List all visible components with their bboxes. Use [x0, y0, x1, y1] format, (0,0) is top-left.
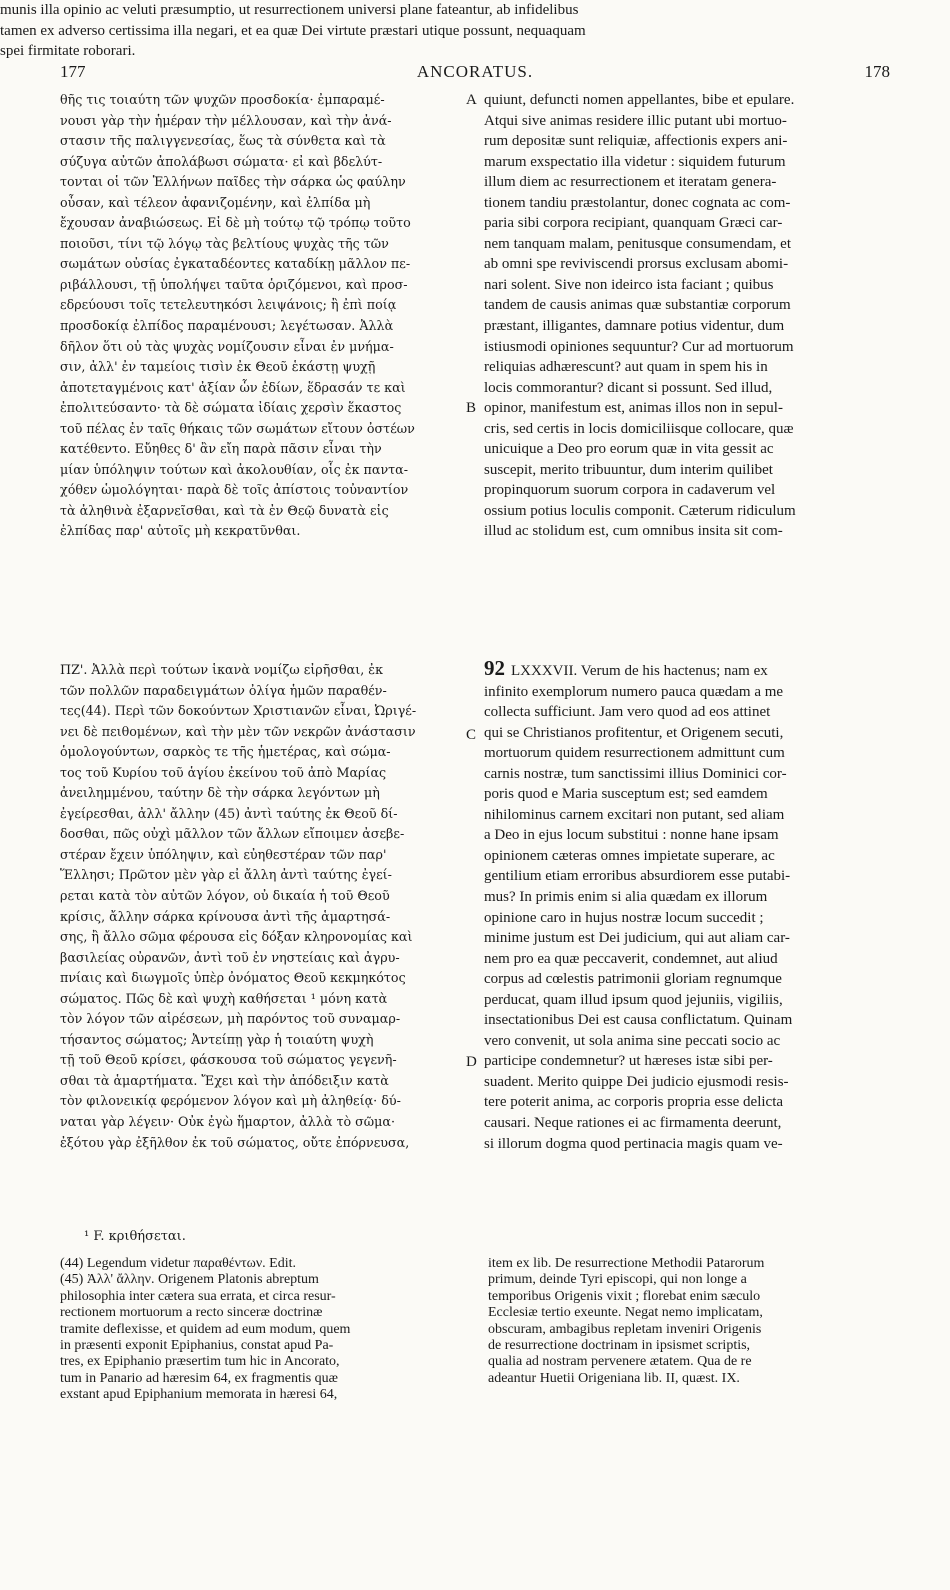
text-line: ποιοῦσι, τίνι τῷ λόγῳ τὰς βελτίους ψυχὰς τῆς τῶν — [60, 235, 389, 251]
text-line: (44) Legendum videtur παραθέντων. Edit. — [60, 1256, 296, 1271]
text-line: ossium potius loculis componit. Cæterum ridiculum — [484, 502, 796, 519]
text-line: cris, sed certis in locis domiciliisque collocare, quæ — [484, 420, 794, 437]
text-line: ab omni spe reviviscendi prorsus exclusam abomi- — [484, 256, 789, 273]
text-line: σύζυγα αὐτῶν ἀπολάβωσι σώματα· εἰ καὶ βδελύτ- — [60, 153, 383, 169]
text-line: σης, ἢ ἄλλο σῶμα φέρουσα εἰς δόξαν κληρονομίας καὶ — [60, 929, 413, 945]
text-line: opinionem cæteras omnes impietate superare, ac — [484, 847, 775, 864]
text-line: Ecclesiæ tertio exeunte. Negat nemo implicatam, — [488, 1305, 763, 1321]
text-line: mortuorum quidem resurrectionem admittunt cum — [484, 745, 785, 762]
latin-column-top — [484, 90, 892, 542]
text-line: temporibus Origenis vixit ; florebat enim sæculo — [488, 1288, 761, 1304]
greek-column-top — [60, 90, 460, 542]
text-line: μίαν ὑπόληψιν τούτων καὶ ἀκολουθίαν, οἷς ἐκ παντα- — [60, 461, 409, 477]
text-line: ριβάλλουσι, τῇ ὑπολήψει ταῦτα ὁριζόμενοι, καὶ προσ- — [60, 276, 408, 292]
text-line: στασιν τῆς παλιγγενεσίας, ἕως τὰ σύνθετα καὶ τὰ — [60, 133, 386, 149]
greek-column-bottom — [60, 660, 460, 1153]
running-header — [60, 62, 890, 86]
text-line: nem tanquam malam, penitusque consumendam, et — [484, 235, 792, 252]
text-line: gentilium etiam erroribus absurdiorem esse putabi- — [484, 868, 791, 885]
text-line: στέραν ἔχειν ὑπόληψιν, καὶ εὐηθεστέραν τῶν παρ' — [60, 846, 387, 862]
text-line: κατέθεντο. Εὔηθες δ' ἂν εἴη παρὰ πᾶσιν εἶναι τὴν — [60, 441, 382, 457]
text-line: a Deo in ejus locum substitui : nonne hane ipsam — [484, 827, 779, 844]
text-line: spei firmitate roborari. — [0, 43, 136, 60]
text-line: præstant, illigantes, damnare potius videntur, dum — [484, 318, 785, 335]
text-line: οὖσαν, καὶ τέλεον ἀφανιζομένην, καὶ ἐλπίδα μὴ — [60, 194, 371, 210]
text-line: primum, deinde Tyri episcopi, qui non longe a — [488, 1272, 747, 1288]
text-line: de resurrectione doctrinam in ipsismet scriptis, — [488, 1338, 751, 1354]
text-line: tramite deflexisse, et quidem ad eum modum, quem — [60, 1321, 351, 1337]
text-line: quiunt, defuncti nomen appellantes, bibe et epulare. — [484, 92, 795, 108]
section-marker-c: C — [466, 727, 477, 743]
text-line: ἐλπίδας παρ' αὐτοῖς μὴ κεκρατῦνθαι. — [60, 523, 301, 539]
latin-full-width-text — [0, 0, 832, 62]
text-line: unicuique a Deo pro eorum quæ in vita gessit ac — [484, 441, 774, 458]
variant-footnote: ¹ F. κριθήσεται. — [84, 1229, 186, 1244]
text-line: participe condemnetur? ut hæreses istæ sibi per- — [484, 1053, 773, 1070]
text-line: σωμάτων οὐσίας ἐγκαταδέοντες καταδίκῃ μᾶλλον πε- — [60, 256, 411, 272]
text-line: si illorum dogma quod pertinacia magis quam ve- — [484, 1135, 783, 1152]
text-line: χόθεν ὡμολόγηται· παρὰ δὲ τοῖς ἀπίστοις τοὐναντίον — [60, 482, 409, 498]
text-line: ρεται κατὰ τὸν αὐτῶν λόγον, οὐ δικαία ἡ τοῦ Θεοῦ — [60, 888, 390, 904]
text-line: τὰ ἀληθινὰ ἐξαρνεῖσθαι, καὶ τὰ ἐν Θεῷ δυνατὰ εἰς — [60, 502, 389, 518]
text-line: τὸν φιλονεικίᾳ φερόμενον λόγον καὶ μὴ ἀληθείᾳ· δύ- — [60, 1093, 401, 1109]
text-line: εδρεύουσι τοῖς τετελευτηκόσι λειψάνοις; ἢ ἐπὶ ποίᾳ — [60, 297, 397, 313]
text-line: νει δὲ πειθομένων, καὶ τὴν μὲν τῶν νεκρῶν ἀνάστασιν — [60, 723, 416, 739]
text-line: rectionem mortuorum a recto sinceræ doctrinæ — [60, 1305, 323, 1321]
text-line: reliquias adhærescunt? aut quam in spem his in — [484, 359, 768, 376]
text-line: paria sibi corpora recipiant, quanquam Græci car- — [484, 215, 783, 232]
text-line: rum depositæ sunt reliquiæ, affectionis expers ani- — [484, 133, 788, 150]
text-line: nem pro ea quæ peccaverit, condemnet, aut aliud — [484, 950, 778, 967]
latin-column-bottom — [484, 658, 892, 1154]
text-line: tres, ex Epiphanio præsertim tum hic in Ancorato, — [60, 1354, 340, 1370]
text-line: ὁμολογούντων, σαρκὸς τε τῆς ἡμετέρας, καὶ σώμα- — [60, 744, 391, 760]
text-line: Ἕλλησι; Πρῶτον μὲν γὰρ εἰ ἄλλη ἀντὶ ταύτης ἐγεί- — [60, 867, 392, 883]
text-line: τῇ τοῦ Θεοῦ κρίσει, φάσκουσα τοῦ σώματος γεγενῆ- — [60, 1052, 397, 1068]
text-line: munis illa opinio ac veluti præsumptio, ut resurrectionem universi plane fateantur, ab infidelibus — [0, 2, 579, 18]
text-line: in præsenti exponit Epiphanius, constat apud Pa- — [60, 1338, 334, 1354]
text-line: locis commorantur? dicant si possunt. Sed illud, — [484, 379, 773, 396]
notes-left — [60, 1256, 470, 1404]
text-line: collecta sufficiunt. Jam vero quod ad eos attinet — [484, 704, 771, 721]
text-line: δῆλον ὅτι οὐ τὰς ψυχὰς νομίζουσιν εἶναι ἐν μνήμα- — [60, 338, 394, 354]
text-line: βασιλείας οὐρανῶν, ἀντὶ τοῦ ἐν νηστείαις καὶ ἀγρυ- — [60, 949, 400, 965]
text-line: tandem de causis animas quæ substantiæ corporum — [484, 297, 791, 314]
notes-right — [488, 1256, 892, 1387]
text-line: ἐξότου γὰρ ἐξῆλθον ἐκ τοῦ σώματος, οὔτε ἐπόρνευσα, — [60, 1134, 410, 1150]
text-line: τὸν λόγον τῶν αἱρέσεων, μὴ παρόντος τοῦ συναμαρ- — [60, 1011, 401, 1027]
text-line: νουσι γὰρ τὴν ἡμέραν τὴν μέλλουσαν, καὶ τὴν ἀνά- — [60, 112, 392, 128]
latin-line: LXXXVII. Verum de his hactenus; nam ex — [511, 663, 768, 679]
text-line: κρίσις, ἄλλην σάρκα κρίνουσα ἀντὶ τῆς ἁμαρτησά- — [60, 908, 391, 924]
text-line: perducat, quam illud ipsum quod jejuniis, vigiliis, — [484, 991, 783, 1008]
text-line: qui se Christianos profitentur, et Origenem secuti, — [484, 724, 784, 741]
text-line: marum exspectatio illa videtur : siquidem futurum — [484, 153, 786, 170]
section-marker-a: A — [466, 92, 477, 108]
section-marker-b: B — [466, 400, 477, 416]
text-line: ἀνειλημμένου, ταύτην δὲ τὴν σάρκα λεγόντων μὴ — [60, 785, 380, 801]
text-line: τήσαντος σώματος; Ἀντείπῃ γὰρ ἡ τοιαύτη ψυχὴ — [60, 1031, 374, 1047]
text-line: πνίαις καὶ διωγμοῖς ὑπὲρ ὀνόματος Θεοῦ κεκμηκότος — [60, 970, 406, 986]
text-line: nari solent. Sive non ideirco ista faciant ; quibus — [484, 276, 774, 293]
text-line: ἀποτεταγμένοις κατ' ἀξίαν ὧν ἐδίων, ἕδρασάν τε καὶ — [60, 379, 406, 395]
text-line: Atqui sive animas residere illic putant ubi mortuo- — [484, 112, 787, 129]
text-line: τος τοῦ Κυρίου τοῦ ἁγίου ἐκείνου τοῦ ἀπὸ Μαρίας — [60, 764, 387, 780]
page-number-right: 178 — [864, 62, 890, 81]
text-line: infinito exemplorum numero pauca quædam a me — [484, 683, 784, 700]
text-line: istiusmodi opiniones sequuntur? Cur ad mortuorum — [484, 338, 794, 355]
text-line: opinione caro in hujus nostræ locum succedit ; — [484, 909, 764, 926]
text-line: τοῦ πέλας ἐν ταῖς θήκαις τῶν σωμάτων εἴτουν ὀστέων — [60, 420, 415, 436]
text-line: tere poterit anima, ac corporis propria esse delicta — [484, 1094, 784, 1111]
text-line: causari. Neque rationes ei ac firmamenta deerunt, — [484, 1115, 782, 1132]
text-line: poris quod e Maria susceptum est; sed eamdem — [484, 786, 768, 803]
text-line: illum diem ac resurrectionem et iteratam genera- — [484, 174, 777, 191]
text-line: (45) Ἀλλ' ἄλλην. Origenem Platonis abreptum — [60, 1272, 319, 1288]
text-line: qualia ad nostram pervenere ætatem. Qua de re — [488, 1354, 752, 1370]
text-line: προσδοκίᾳ ἐλπίδος παραμένουσι; λεγέτωσαν. Ἀλλὰ — [60, 318, 394, 334]
page-number-left: 177 — [60, 62, 86, 81]
text-line: propinquorum suorum corpora in cadaverum vel — [484, 482, 776, 499]
text-line: ναται γὰρ λέγειν· Οὐκ ἐγὼ ἥμαρτον, ἀλλὰ τὸ σῶμα· — [60, 1114, 395, 1130]
text-line: δοσθαι, πῶς οὐχὶ μᾶλλον τῶν ἄλλων εἴποιμεν ἀσεβε- — [60, 826, 405, 842]
text-line: philosophia inter cætera sua errata, et circa resur- — [60, 1288, 336, 1304]
text-line: suscepit, merito tribuuntur, dum interim quilibet — [484, 461, 773, 478]
running-title: ANCORATUS. — [416, 62, 534, 81]
text-line: nihilominus carnem excitari non putant, sed aliam — [484, 806, 785, 823]
text-line: obscuram, ambagibus repletam inveniri Origenis — [488, 1321, 762, 1337]
text-line: carnis nostræ, tum sanctissimi illius Dominici cor- — [484, 765, 787, 782]
text-line: τονται οἱ τῶν Ἑλλήνων παῖδες τὴν σάρκα ὡς φαύλην — [60, 174, 406, 190]
text-line: ἐγείρεσθαι, ἀλλ' ἄλλην (45) ἀντὶ ταύτης ἐκ Θεοῦ δί- — [60, 805, 398, 821]
text-line: tamen ex adverso certissima illa negari, et ea quæ Dei virtute præstari utique possunt, nequaquam — [0, 22, 586, 39]
text-line: ἔχουσαν ἀναβιώσεως. Εἰ δὲ μὴ τούτῳ τῷ τρόπῳ τοῦτο — [60, 215, 411, 231]
text-line: suadent. Merito quippe Dei judicio ejusmodi resis- — [484, 1073, 789, 1090]
section-marker-d: D — [466, 1054, 477, 1070]
text-line: insectationibus Dei est causa conflictatum. Quinam — [484, 1012, 793, 1029]
text-line: mus? In primis enim si alia quædam ex illorum — [484, 889, 768, 906]
text-line: τῶν πολλῶν παραδειγμάτων ὀλίγα ἡμῶν παραθέν- — [60, 682, 387, 698]
text-line: ἐπολιτεύσαντο· τὰ δὲ σώματα ἰδίαις χερσὶν ἕκαστος — [60, 400, 402, 416]
section-number: 92 — [484, 658, 505, 680]
text-line: τες(44). Περὶ τῶν δοκούντων Χριστιανῶν εἶναι, Ὠριγέ- — [60, 703, 417, 719]
text-line: θῆς τις τοιαύτη τῶν ψυχῶν προσδοκία· ἐμπαραμέ- — [60, 92, 385, 107]
text-line: σώματος. Πῶς δὲ καὶ ψυχὴ καθήσεται ¹ μόνη κατὰ — [60, 990, 388, 1006]
text-line: ΠΖ'. Ἀλλὰ περὶ τούτων ἱκανὰ νομίζω εἰρῆσθαι, ἐκ — [60, 662, 384, 677]
text-line: tum in Panario ad hæresim 64, ex fragmentis quæ — [60, 1370, 339, 1386]
text-line: σθαι τὰ ἁμαρτήματα. Ἔχει καὶ τὴν ἀπόδειξιν κατὰ — [60, 1072, 389, 1088]
text-line: exstant apud Epiphanium memorata in hæresi 64, — [60, 1387, 338, 1403]
text-line: adeantur Huetii Origeniana lib. II, quæst. IX. — [488, 1370, 740, 1386]
text-line: minime justum est Dei judicium, qui aut aliam car- — [484, 930, 790, 947]
latin-bottom-lines — [484, 682, 892, 1155]
text-line: illud ac stolidum est, cum omnibus insita sit com- — [484, 523, 783, 540]
latin-section-head — [484, 658, 892, 682]
text-line: item ex lib. De resurrectione Methodii Patarorum — [488, 1256, 765, 1271]
text-line: vero convenit, ut sola anima sine peccati socio ac — [484, 1032, 781, 1049]
text-line: σιν, ἀλλ' ἐν ταμείοις τισὶν ἐκ Θεοῦ ἑκάστῃ ψυχῇ — [60, 359, 376, 375]
text-line: opinor, manifestum est, animas illos non in sepul- — [484, 400, 783, 417]
text-line: corpus ad cœlestis patrimonii gloriam regnumque — [484, 971, 782, 988]
text-line: tionem tandiu præstolantur, donec cognata ac com- — [484, 194, 791, 211]
